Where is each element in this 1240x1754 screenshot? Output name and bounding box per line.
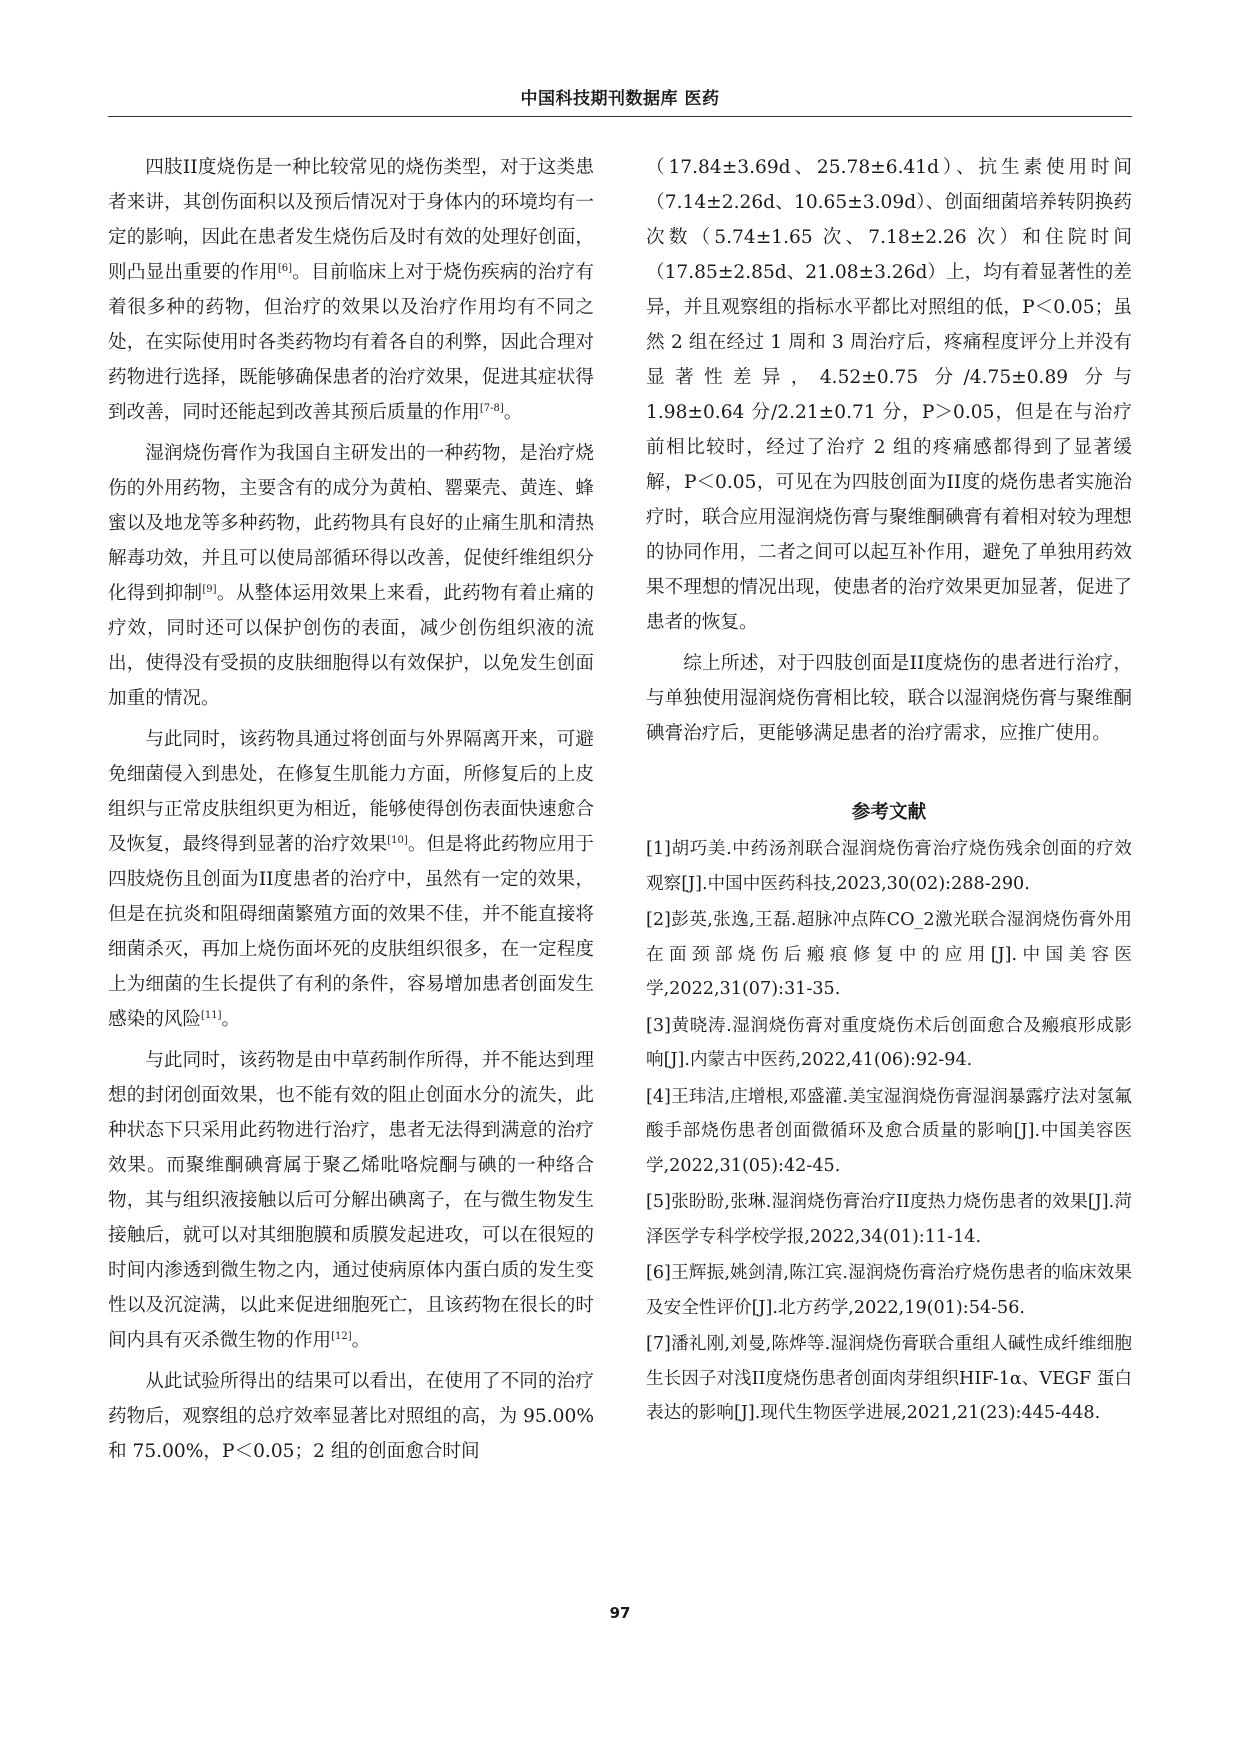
reference-item: [4]王玮洁,庄增根,邓盛灌.美宝湿润烧伤膏湿润暴露疗法对氢氟酸手部烧伤患者创面微循环及愈合质量的影响[J].中国美容医学,2022,31(05):42-45. xyxy=(646,1086,1132,1176)
paragraph: 与此同时，该药物具通过将创面与外界隔离开来，可避免细菌侵入到患处，在修复生肌能力方面，所修复后的上皮组织与正常皮肤组织更为相近，能够使得创伤表面快速愈合及恢复，最终得到显著的治疗效果[10]。但是将此药物应用于四肢烧伤且创面为II度患者的治疗中，虽然有一定的效果，但是在抗炎和阻碍细菌繁殖方面的效果不佳，并不能直接将细菌杀灭，再加上烧伤面坏死的皮肤组织很多，在一定程度上为细菌的生长提供了有利的条件，容易增加患者创面发生感染的风险[11]。 xyxy=(108,729,594,1030)
citation: [11] xyxy=(200,1009,222,1021)
paragraph: 四肢II度烧伤是一种比较常见的烧伤类型，对于这类患者来讲，其创伤面积以及预后情况对于身体内的环境均有一定的影响，因此在患者发生烧伤后及时有效的处理好创面，则凸显出重要的作用[6]。目前临床上对于烧伤疾病的治疗有着很多种的药物，但治疗的效果以及治疗作用均有不同之处，在实际使用时各类药物均有着各自的利弊，因此合理对药物进行选择，既能够确保患者的治疗效果，促进其症状得到改善，同时还能起到改善其预后质量的作用[7-8]。 xyxy=(108,157,594,423)
citation: [12] xyxy=(331,1330,352,1342)
reference-item: [3]黄晓涛.湿润烧伤膏对重度烧伤术后创面愈合及瘢痕形成影响[J].内蒙古中医药,2022,41(06):92-94. xyxy=(646,1015,1132,1070)
right-column xyxy=(646,150,1132,1433)
paragraph: 综上所述，对于四肢创面是II度烧伤的患者进行治疗，与单独使用湿润烧伤膏相比较，联合以湿润烧伤膏与聚维酮碘膏治疗后，更能够满足患者的治疗需求，应推广使用。 xyxy=(646,653,1132,744)
header-divider xyxy=(108,116,1132,117)
reference-item: [2]彭英,张逸,王磊.超脉冲点阵CO_2激光联合湿润烧伤膏外用在面颈部烧伤后瘢痕修复中的应用[J].中国美容医学,2022,31(07):31-35. xyxy=(646,910,1132,999)
reference-item: [5]张盼盼,张琳.湿润烧伤膏治疗II度热力烧伤患者的效果[J].菏泽医学专科学校学报,2022,34(01):11-14. xyxy=(646,1192,1132,1247)
reference-item: [1]胡巧美.中药汤剂联合湿润烧伤膏治疗烧伤残余创面的疗效观察[J].中国中医药科技,2023,30(02):288-290. xyxy=(646,839,1132,894)
citation: [10] xyxy=(387,834,408,846)
running-header: 中国科技期刊数据库 医药 xyxy=(520,89,720,109)
page-number: 97 xyxy=(609,1604,631,1622)
paragraph: （17.84±3.69d、25.78±6.41d）、抗生素使用时间（7.14±2.26d、10.65±3.09d）、创面细菌培养转阴换药次数（5.74±1.65 次、7.18±2.26 次）和住院时间（17.85±2.85d、21.08±3.26d）上，均有着显著性的差异，并且观察组的指标水平都比对照组的低，P＜0.05；虽然 2 组在经过 1 周和 3 周治疗后，疼痛程度评分上并没有显著性差异，4.52±0.75 分/4.75±0.89 分与 1.98±0.64 分/2.21±0.71 分，P＞0.05，但是在与治疗前相比较时，经过了治疗 2 组的疼痛感都得到了显著缓解，P＜0.05，可见在为四肢创面为II度的烧伤患者实施治疗时，联合应用湿润烧伤膏与聚维酮碘膏有着相对较为理想的协同作用，二者之间可以起互补作用，避免了单独用药效果不理想的情况出现，使患者的治疗效果更加显著，促进了患者的恢复。 xyxy=(646,157,1132,633)
reference-item: [6]王辉振,姚剑清,陈江宾.湿润烧伤膏治疗烧伤患者的临床效果及安全性评价[J].北方药学,2022,19(01):54-56. xyxy=(646,1263,1132,1318)
paragraph: 与此同时，该药物是由中草药制作所得，并不能达到理想的封闭创面效果，也不能有效的阻止创面水分的流失，此种状态下只采用此药物进行治疗，患者无法得到满意的治疗效果。而聚维酮碘膏属于聚乙烯吡咯烷酮与碘的一种络合物，其与组织液接触以后可分解出碘离子，在与微生物发生接触后，就可以对其细胞膜和质膜发起进攻，可以在很短的时间内渗透到微生物之内，通过使病原体内蛋白质的发生变性以及沉淀满，以此来促进细胞死亡，且该药物在很长的时间内具有灭杀微生物的作用[12]。 xyxy=(108,1050,594,1351)
references-heading: 参考文献 xyxy=(851,802,927,823)
paragraph: 湿润烧伤膏作为我国自主研发出的一种药物，是治疗烧伤的外用药物，主要含有的成分为黄柏、罂粟壳、黄连、蜂蜜以及地龙等多种药物，此药物具有良好的止痛生肌和清热解毒功效，并且可以使局部循环得以改善，促使纤维组织分化得到抑制[9]。从整体运用效果上来看，此药物有着止痛的疗效，同时还可以保护创伤的表面，减少创伤组织液的流出，使得没有受损的皮肤细胞得以有效保护，以免发生创面加重的情况。 xyxy=(108,443,594,709)
citation: [9] xyxy=(202,583,217,595)
citation: [7-8] xyxy=(479,402,504,414)
left-column xyxy=(108,150,594,1475)
reference-item: [7]潘礼刚,刘曼,陈烨等.湿润烧伤膏联合重组人碱性成纤维细胞生长因子对浅II度烧伤患者创面肉芽组织HIF-1α、VEGF 蛋白表达的影响[J].现代生物医学进展,2021,21(23):445-448. xyxy=(646,1334,1132,1423)
citation: [6] xyxy=(277,262,293,274)
paragraph: 从此试验所得出的结果可以看出，在使用了不同的治疗药物后，观察组的总疗效率显著比对照组的高，为 95.00%和 75.00%，P＜0.05；2 组的创面愈合时间 xyxy=(108,1371,594,1462)
